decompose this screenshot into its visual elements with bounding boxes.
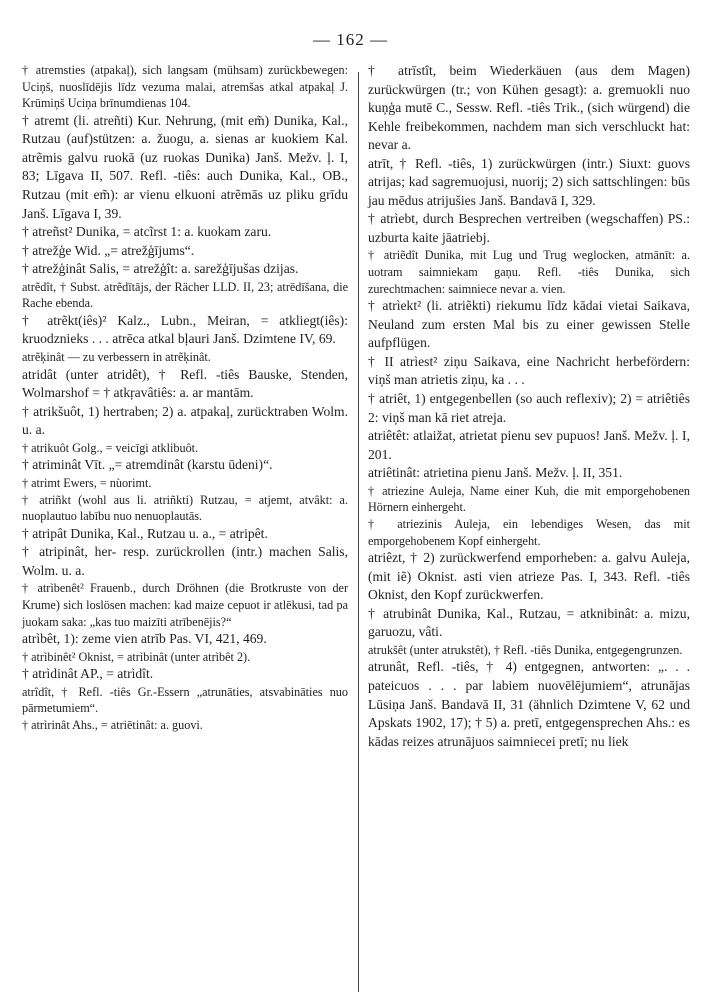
dictionary-entry: † atrẽkt(iês)² Kalz., Lubn., Meiran, = atkliegt(iês): kruodznieks . . . atrēca atkal bļauri Janš. Dzimtene IV, 69. (22, 312, 348, 347)
dictionary-entry: atrunât, Refl. -tiês, † 4) entgegnen, antworten: „. . . pateicuos . . . par labiem nuovēlējumiem“, atrunājas Lūsiņa Janš. Bandavā II, 31 (ähnlich Dzimtene V, 62 und Apskats 1902, 17); † 5) a. pretī, entgegensprechen Ahs.: es kādas reizes atrunājuos saimniecei pretī; nu liek (368, 659, 690, 749)
left-column (22, 62, 348, 734)
dictionary-entry: atrīt, † Refl. -tiês, 1) zurückwürgen (intr.) Siuxt: guovs atrijas; kad sagremuojusi, nuorij; 2) sich sattschlingen: būs jau mēdus atrijušies Janš. Bandavā I, 329. (368, 155, 690, 208)
dictionary-entry: † atremsties (atpakaļ), sich langsam (mühsam) zurückbewegen: Uciņš, nuoslīdējis līdz vezuma malai, atremšas atkal atpakaļ J. Krūmiņš Uciņa brīnumdienas 104. (22, 63, 348, 111)
column-divider (358, 72, 359, 992)
dictionary-entry: † atrežģinât Salis, = atrežģît: a. sarežģījušas dzijas. (22, 261, 299, 277)
dictionary-entry: † atrìdinât AP., = atrìdît. (22, 666, 154, 682)
dictionary-entry: atridât (unter atridêt), † Refl. -tiês Bauske, Stenden, Wolmarshof = † atkŗavâtiês: a. ar mantām. (22, 366, 348, 401)
dictionary-entry: atriêtêt: atlaižat, atrietat pienu sev pupuos! Janš. Mežv. ļ. I, 201. (368, 428, 690, 462)
dictionary-entry: † atreñst² Dunika, = atcĩrst 1: a. kuokam zaru. (22, 224, 272, 240)
dictionary-entry: atrẽķinât — zu verbessern in atrẽķinât. (22, 349, 211, 364)
dictionary-entry: † atrīstît, beim Wiederkäuen (aus dem Magen) zurückwürgen (tr.; von Kühen gesagt): a. gremuokli nuo kuņģa mutē C., Sessw. Refl. -tiês Trik., (sich würgend) die Kehle freibekommen, nachdem man sich verschluckt hat: nevar a. (368, 63, 690, 153)
dictionary-entry: † atriêt, 1) entgegenbellen (so auch reflexiv); 2) = atriêtiês 2: viņš man kā riet atreja. (368, 390, 690, 425)
dictionary-entry: atrìbêt, 1): zeme vien atrīb Pas. VI, 421, 469. (22, 631, 267, 647)
dictionary-entry: atrukšêt (unter atrukstêt), † Refl. -tiês Dunika, entgegengrunzen. (368, 642, 683, 657)
dictionary-entry: † atripinât, her- resp. zurückrollen (intr.) machen Salis, Wolm. u. a. (22, 544, 348, 578)
dictionary-entry: † atremt (li. atreñti) Kur. Nehrung, (mit em̃) Dunika, Kal., Rutzau (auf)stützen: a. žuogu, a. sienas ar kuokiem Kal. atrẽmis galvu ruokā (uz ruokas Dunika) Janš. Mežv. ļ. I, 83; Līgava II, 507. Refl. -tiês: auch Dunika, Kal., OB., Rutzau (mit em̃): ar vienu elkuoni atrẽmās uz pliku grīdu Janš. Līgava I, 39. (22, 112, 348, 221)
dictionary-entry: † atrìebt, durch Besprechen vertreiben (wegschaffen) PS.: uzburta kaite jāatriebj. (368, 211, 690, 245)
dictionary-entry: atriêzt, † 2) zurückwerfend emporheben: a. galvu Auleja, (mit iẽ) Oknist. asti vien atrieze Pas. I, 343. Refl. -tiês Oknist, den Kopf zurückwerfen. (368, 550, 690, 603)
dictionary-entry: † atrìrinât Ahs., = atriētinât: a. guovi. (22, 717, 203, 732)
dictionary-entry: atrẽdît, † Subst. atrẽdītājs, der Rächer LLD. II, 23; atrēdīšana, die Rache ebenda. (22, 279, 348, 311)
dictionary-entry: † atrìbenêt² Frauenb., durch Dröhnen (die Brotkruste von der Krume) sich loslösen machen: kad maize cepuot ir atlēkusi, tad pa juokam saka: „kas tuo maizīti atrībenējis?“ (22, 581, 348, 629)
dictionary-entry: † atrubinât Dunika, Kal., Rutzau, = atknibinât: a. mizu, garuozu, vâti. (368, 605, 690, 640)
dictionary-entry: † atriezine Auleja, Name einer Kuh, die mit emporgehobenen Hörnern einhergeht. (368, 483, 690, 515)
page-number: — 162 — (313, 30, 388, 49)
right-column (368, 62, 690, 751)
dictionary-entry: † II atrìest² ziņu Saikava, eine Nachricht herbefördern: viņš man atrietis ziņu, ka . . . (368, 353, 690, 388)
dictionary-entry: † atrežģe Wid. „= atrežģījums“. (22, 242, 195, 258)
dictionary-entry: † atriẽdît Dunika, mit Lug und Trug weglocken, atmānīt: a. uotram saimniekam gaņu. Refl. -tiês Dunika, sich zurechtmachen: saimniece nevar a. vien. (368, 248, 690, 296)
dictionary-entry: † atriezinis Auleja, ein lebendiges Wesen, das mit emporgehobenem Kopf einhergeht. (368, 516, 690, 548)
dictionary-entry: † atripât Dunika, Kal., Rutzau u. a., = atripêt. (22, 525, 268, 541)
dictionary-entry: † atriminât Vīt. „= atremdinât (karstu ūdeni)“. (22, 457, 273, 473)
dictionary-entry: † atrikšuôt, 1) hertraben; 2) a. atpakaļ, zurücktraben Wolm. u. a. (22, 403, 348, 438)
dictionary-entry: † atrimt Ewers, = nùorimt. (22, 475, 152, 490)
dictionary-entry: atriêtinât: atrietina pienu Janš. Mežv. ļ. II, 351. (368, 465, 623, 481)
dictionary-entry: atrîdît, † Refl. -tiês Gr.-Essern „atrunāties, atsvabināties nuo pārmetumiem“. (22, 684, 348, 716)
dictionary-entry: † atriñkt (wohl aus li. atriñkti) Rutzau, = atjemt, atvâkt: a. nuoplautuo labību nuo nenuoplautās. (22, 492, 348, 524)
dictionary-entry: † atrìbinêt² Oknist, = atrìbinât (unter atrìbêt 2). (22, 649, 251, 664)
dictionary-entry: † atrìekt² (li. atriẽkti) riekumu līdz kādai vietai Saikava, Neuland zum ersten Mal bis zu einer gewissen Stelle aufpflügen. (368, 298, 690, 351)
dictionary-entry: † atrikuôt Golg., = veicīgi atklibuôt. (22, 440, 199, 455)
